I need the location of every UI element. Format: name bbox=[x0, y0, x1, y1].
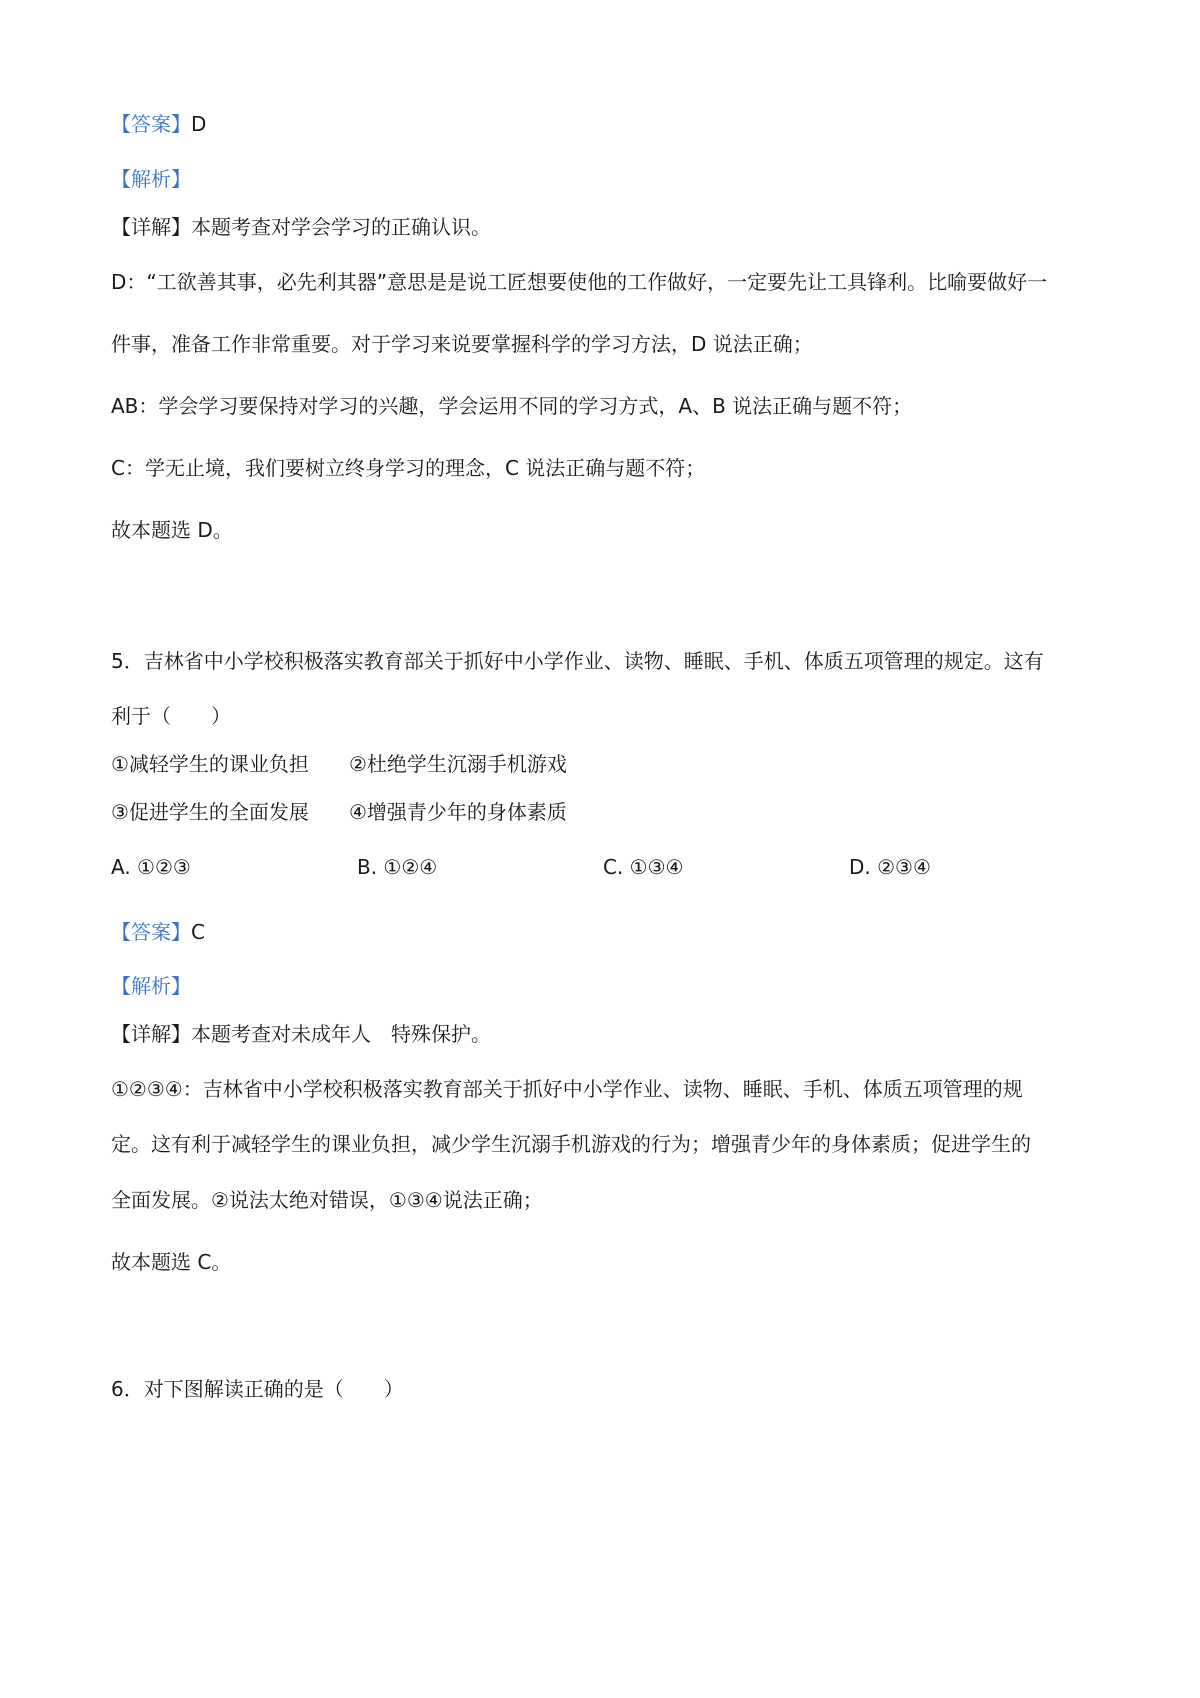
q4-detail bbox=[111, 213, 491, 241]
answer-value: C bbox=[191, 920, 205, 944]
q5-line: 全面发展。②说法太绝对错误，①③④说法正确； bbox=[111, 1188, 543, 1212]
q5-item-4: ④增强青少年的身体素质 bbox=[348, 800, 567, 824]
answer-tag: 【答案】 bbox=[111, 112, 191, 136]
q5-conclusion: 故本题选 C。 bbox=[111, 1250, 232, 1274]
q4-analysis-heading bbox=[111, 165, 191, 193]
q4-answer bbox=[111, 110, 206, 138]
detail-text: 本题考查对未成年人 特殊保护。 bbox=[191, 1022, 491, 1046]
q5-option-c: C. ①③④ bbox=[603, 855, 684, 879]
answer-tag: 【答案】 bbox=[111, 920, 191, 944]
q5-option-a: A. ①②③ bbox=[111, 855, 191, 879]
q5-option-b: B. ①②④ bbox=[357, 855, 438, 879]
analysis-tag: 【解析】 bbox=[111, 974, 191, 998]
q5-answer bbox=[111, 918, 205, 946]
detail-text: 本题考查对学会学习的正确认识。 bbox=[191, 215, 491, 239]
analysis-tag: 【解析】 bbox=[111, 167, 191, 191]
q5-stem-line1: 5．吉林省中小学校积极落实教育部关于抓好中小学作业、读物、睡眠、手机、体质五项管理的规定。这有 bbox=[111, 649, 1044, 673]
q4-conclusion: 故本题选 D。 bbox=[111, 518, 233, 542]
answer-value: D bbox=[191, 112, 207, 136]
q5-stem-line2: 利于（ ） bbox=[111, 704, 231, 728]
q4-line: D：“工欲善其事，必先利其器”意思是是说工匠想要使他的工作做好，一定要先让工具锋利。比喻要做好一 bbox=[111, 270, 1048, 294]
q5-items-row2 bbox=[111, 798, 567, 826]
q4-line: AB：学会学习要保持对学习的兴趣，学会运用不同的学习方式，A、B 说法正确与题不符； bbox=[111, 394, 913, 418]
q5-item-2: ②杜绝学生沉溺手机游戏 bbox=[348, 752, 567, 776]
q5-detail bbox=[111, 1020, 491, 1048]
detail-tag: 【详解】 bbox=[111, 215, 191, 239]
detail-tag: 【详解】 bbox=[111, 1022, 191, 1046]
q5-line: 定。这有利于减轻学生的课业负担，减少学生沉溺手机游戏的行为；增强青少年的身体素质；促进学生的 bbox=[111, 1132, 1031, 1156]
q5-line: ①②③④：吉林省中小学校积极落实教育部关于抓好中小学作业、读物、睡眠、手机、体质五项管理的规 bbox=[111, 1077, 1023, 1101]
q5-item-1: ①减轻学生的课业负担 bbox=[111, 752, 309, 776]
q6-stem: 6．对下图解读正确的是（ ） bbox=[111, 1377, 404, 1401]
q4-line: 件事，准备工作非常重要。对于学习来说要掌握科学的学习方法，D 说法正确； bbox=[111, 332, 813, 356]
q5-items-row1 bbox=[111, 750, 567, 778]
q4-line: C：学无止境，我们要树立终身学习的理念，C 说法正确与题不符； bbox=[111, 456, 706, 480]
q5-item-3: ③促进学生的全面发展 bbox=[111, 800, 309, 824]
q5-analysis-heading bbox=[111, 972, 191, 1000]
q5-option-d: D. ②③④ bbox=[849, 855, 931, 879]
